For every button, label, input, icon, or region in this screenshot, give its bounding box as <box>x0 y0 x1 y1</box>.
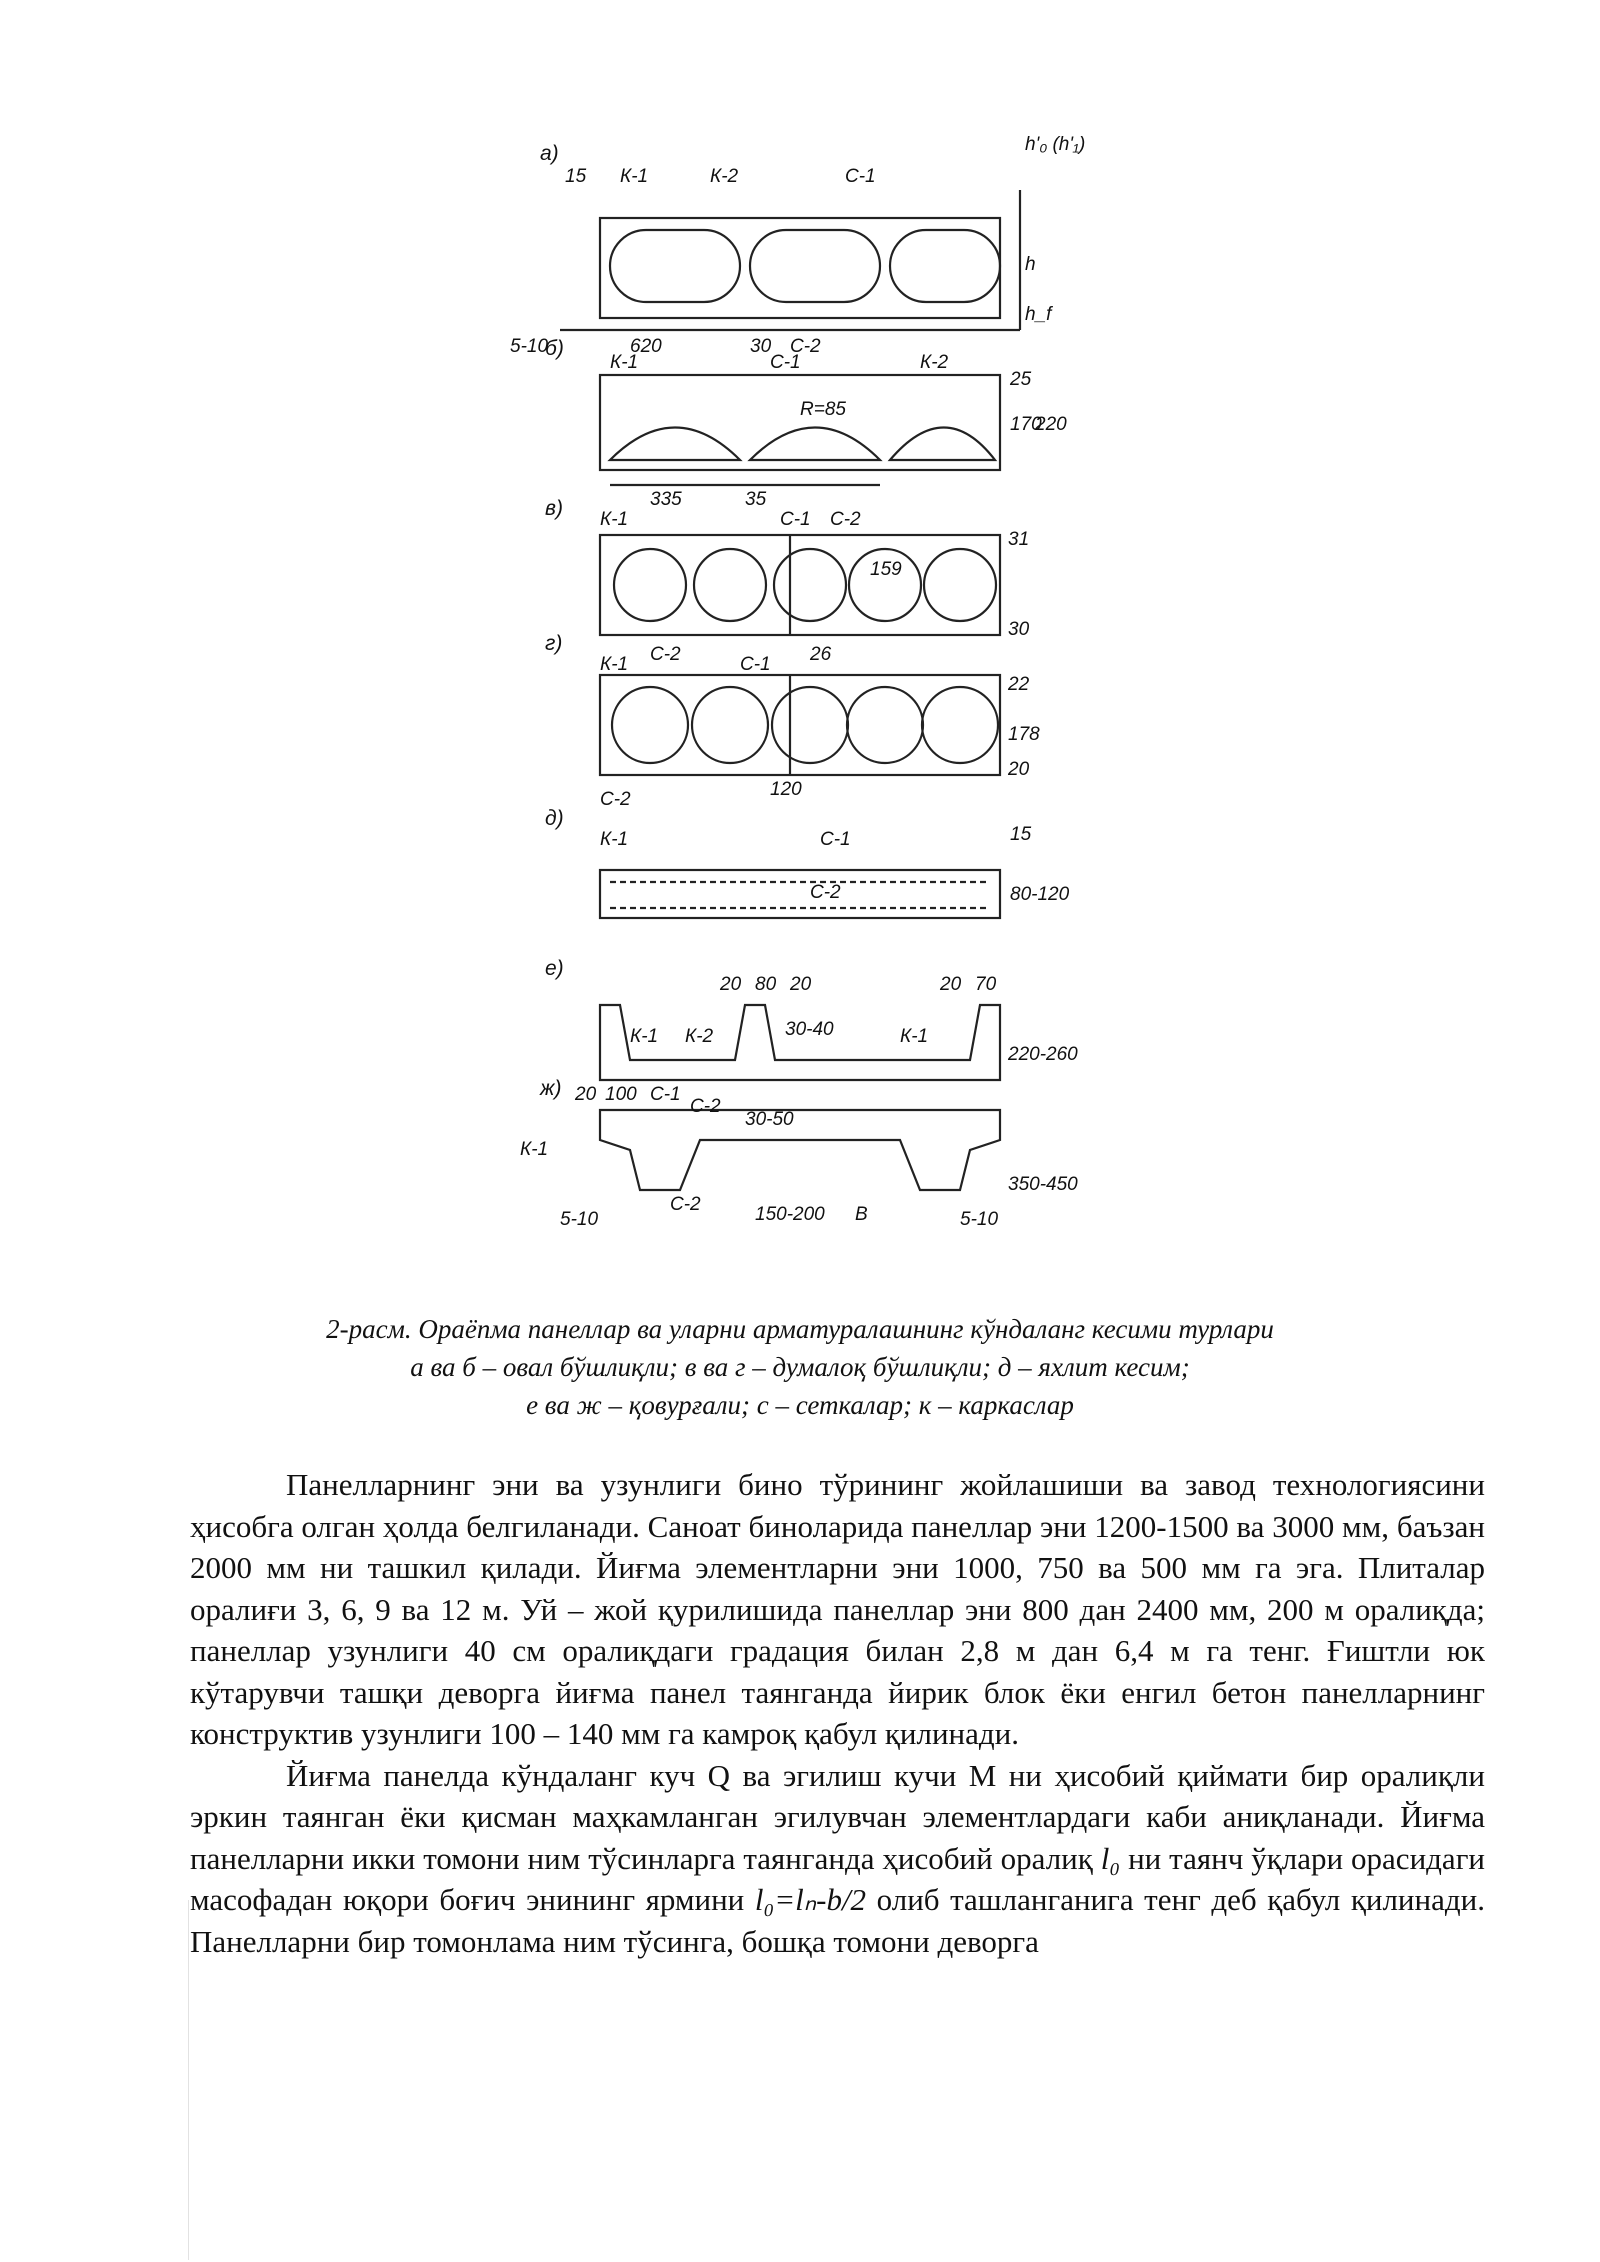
panel-b-void <box>750 428 880 461</box>
dim-15-d: 15 <box>1010 824 1032 845</box>
dim-80-120: 80-120 <box>1010 884 1070 905</box>
dim-5-10-zh: 5-10 <box>560 1209 599 1230</box>
dim-30-40: 30-40 <box>785 1019 834 1040</box>
panel-zh-outline <box>600 1110 1000 1190</box>
label-k2-b: К-2 <box>920 352 949 373</box>
dim-100: 100 <box>605 1084 637 1105</box>
label-c1-zh: С-1 <box>650 1084 681 1105</box>
panel-b-outline <box>600 375 1000 470</box>
dim-20c: 20 <box>940 974 962 995</box>
dim-26: 26 <box>810 644 832 665</box>
label-c1-v: С-1 <box>780 509 811 530</box>
label-c2-g: С-2 <box>600 789 631 810</box>
panel-a-void <box>610 230 740 302</box>
label-b: б) <box>545 337 564 360</box>
label-k1-e2: К-1 <box>900 1026 929 1047</box>
label-c1-g: С-1 <box>740 654 771 675</box>
panel-b-void <box>890 428 995 461</box>
label-d: д) <box>545 807 564 830</box>
panel-b-void <box>610 428 740 461</box>
dim-30-50: 30-50 <box>745 1109 794 1130</box>
label-c2-v: С-2 <box>650 644 681 665</box>
dim-70: 70 <box>975 974 997 995</box>
dim-20b: 20 <box>790 974 812 995</box>
caption-line-2: а ва б – овал бўшлиқли; в ва г – думалоқ бўшлиқли; д – яхлит кесим; <box>410 1352 1190 1382</box>
label-c2-zh: С-2 <box>690 1096 721 1117</box>
dim-178: 178 <box>1008 724 1040 745</box>
formula-l0: l₀=lₙ-b/2 <box>754 1882 867 1917</box>
paragraph-2-part1: Йиғма панелда кўндаланг куч Q ва эгилиш кучи M ни ҳисобий қиймати бир оралиқли эркин таянган ёки қисман маҳкамланган эгилувчан элементлардаги каби аниқланади. Йиғма панелларни икки томони ним тўсинларга таянганда ҳисобий оралиқ <box>190 1757 1485 1876</box>
paragraph-1: Панелларнинг эни ва узунлиги бино тўрининг жойлашиши ва завод технологиясини ҳисобга олган ҳолда белгиланади. Саноат биноларида панеллар эни 1200-1500 ва 3000 мм, баъзан 2000 мм ни ташкил қилади. Йиғма элементларни эни 1000, 750 ва 500 мм га эга. Плиталар оралиғи 3, 6, 9 ва 12 м. Уй – жой қурилишида панеллар эни 800 дан 2400 мм, 200 м оралиқда; панеллар узунлиги 40 см оралиқдаги градация билан 2,8 м дан 6,4 м га тенг. Ғиштли юк кўтарувчи ташқи деворга йиғма панел таянганда йирик блок ёки енгил бетон панелларнинг конструктив узунлиги 100 – 140 мм га камроқ қабул қилинади. <box>190 1467 1485 1751</box>
paragraph-2 <box>190 1755 1485 1963</box>
label-k1-b: К-1 <box>610 352 639 373</box>
dim-25: 25 <box>1010 369 1032 390</box>
dim-h0: h'₀ (h'₁) <box>1025 134 1086 155</box>
label-c1-d: С-1 <box>820 829 851 850</box>
label-c2-b: С-2 <box>830 509 861 530</box>
symbol-l0: l₀ <box>1100 1840 1121 1876</box>
figure-caption <box>200 1310 1400 1424</box>
dim-15: 15 <box>565 166 587 187</box>
label-c2-d: С-2 <box>810 882 841 903</box>
panel-e-outline <box>600 1005 1000 1080</box>
panel-d-outline <box>600 870 1000 918</box>
dim-335: 335 <box>650 489 682 510</box>
label-k1-d: К-1 <box>600 829 629 850</box>
label-e: е) <box>545 957 564 980</box>
dim-30: 30 <box>750 336 772 357</box>
dim-5-10-zh2: 5-10 <box>960 1209 999 1230</box>
dim-220: 220 <box>1035 414 1067 435</box>
dim-30b: 30 <box>1008 619 1030 640</box>
dim-150-200: 150-200 <box>755 1204 825 1225</box>
dim-h: h <box>1025 254 1036 275</box>
label-c1-b: С-1 <box>770 352 801 373</box>
dim-20: 20 <box>1008 759 1030 780</box>
caption-line-1: 2-расм. Ораёпма панеллар ва уларни арматуралашнинг кўндаланг кесими турлари <box>326 1314 1274 1344</box>
dim-31: 31 <box>1008 529 1030 550</box>
label-c2: С-2 <box>790 336 821 357</box>
paragraph-2-part2: ни таянч ўқлари орасидаги масофадан юқори боғич энининг ярмини <box>190 1840 1485 1917</box>
dim-159: 159 <box>870 559 902 580</box>
label-k2: К-2 <box>710 166 739 187</box>
dim-220-260: 220-260 <box>1008 1044 1078 1065</box>
dim-80: 80 <box>755 974 777 995</box>
cross-section-figure <box>510 130 1086 1290</box>
label-zh: ж) <box>540 1077 562 1100</box>
panel-a-void <box>890 230 1000 302</box>
caption-line-3: е ва ж – қовурғали; с – сеткалар; к – каркаслар <box>526 1390 1074 1420</box>
dim-120: 120 <box>770 779 802 800</box>
label-v: в) <box>545 497 563 520</box>
page-edge-line <box>188 1900 189 2260</box>
paragraph-2-part3: олиб ташланганига тенг деб қабул қилинади. Панелларни бир томонлама ним тўсинга, бошқа томони деворга <box>190 1882 1485 1959</box>
label-k1-zh: К-1 <box>520 1139 549 1160</box>
label-a: а) <box>540 142 559 165</box>
label-g: г) <box>545 632 563 655</box>
dim-5-10: 5-10 <box>510 336 549 357</box>
body-text <box>190 1464 1485 1962</box>
dim-350-450: 350-450 <box>1008 1174 1078 1195</box>
dim-20a: 20 <box>720 974 742 995</box>
label-c2-zh2: С-2 <box>670 1194 701 1215</box>
label-k1-g: К-1 <box>600 654 629 675</box>
dim-35: 35 <box>745 489 767 510</box>
dim-22: 22 <box>1008 674 1030 695</box>
panel-a-void <box>750 230 880 302</box>
panel-g-outline <box>600 675 1000 775</box>
dim-20-zh: 20 <box>575 1084 597 1105</box>
dim-r85: R=85 <box>800 399 846 420</box>
dim-B: B <box>855 1204 868 1225</box>
label-k1-v: К-1 <box>600 509 629 530</box>
label-k2-e: К-2 <box>685 1026 714 1047</box>
cross-section-drawing <box>510 130 1086 1290</box>
dim-170: 170 <box>1010 414 1042 435</box>
dim-620: 620 <box>630 336 662 357</box>
dim-hf: h_f <box>1025 304 1052 325</box>
label-k1: К-1 <box>620 166 649 187</box>
label-c1: С-1 <box>845 166 876 187</box>
label-k1-e: К-1 <box>630 1026 659 1047</box>
